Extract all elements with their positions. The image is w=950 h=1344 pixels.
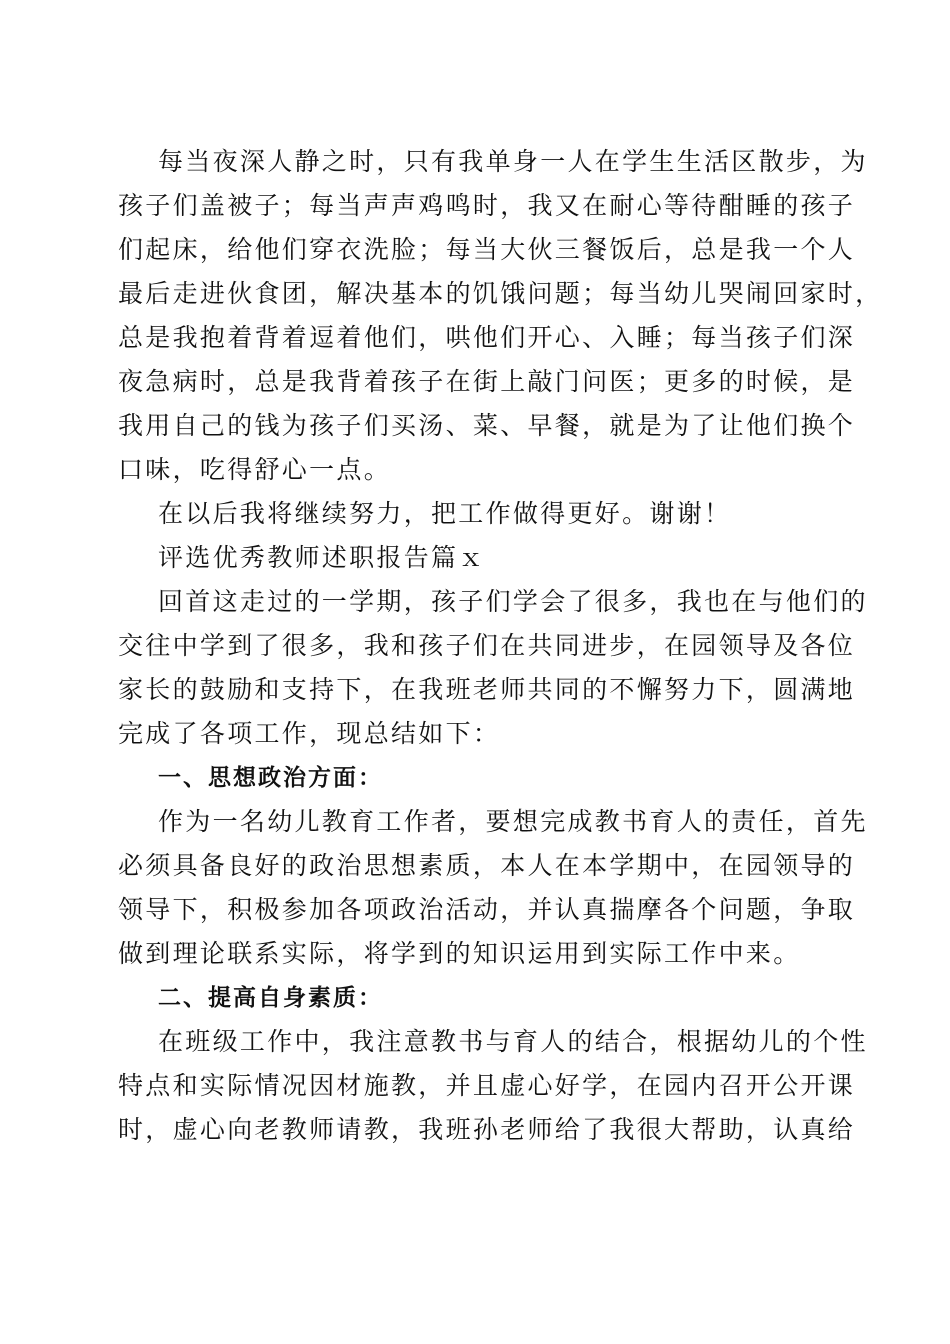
text-line: 交往中学到了很多，我和孩子们在共同进步，在园领导及各位 [118, 631, 856, 660]
text-line: 回首这走过的一学期，孩子们学会了很多，我也在与他们的 [158, 587, 868, 616]
text-line: 家长的鼓励和支持下，在我班老师共同的不懈努力下，圆满地 [118, 675, 856, 704]
text-line: 口味，吃得舒心一点。 [118, 455, 392, 484]
text-line: 时，虚心向老教师请教，我班孙老师给了我很大帮助，认真给 [118, 1115, 856, 1144]
paragraph-self-improvement [118, 1020, 868, 1152]
text-line: 总是我抱着背着逗着他们，哄他们开心、入睡；每当孩子们深 [118, 323, 856, 352]
heading-political-thought: 一、思想政治方面： [158, 765, 383, 791]
text-line: 必须具备良好的政治思想素质，本人在本学期中，在园领导的 [118, 851, 856, 880]
text-line: 夜急病时，总是我背着孩子在街上敲门问医；更多的时候，是 [118, 367, 856, 396]
paragraph-semester-review [118, 580, 868, 756]
text-line: 在班级工作中，我注意教书与育人的结合，根据幼儿的个性 [158, 1027, 868, 1056]
text-line: 我用自己的钱为孩子们买汤、菜、早餐，就是为了让他们换个 [118, 411, 856, 440]
heading-self-improvement: 二、提高自身素质： [158, 985, 383, 1011]
text-line: 做到理论联系实际，将学到的知识运用到实际工作中来。 [118, 939, 801, 968]
text-line: 作为一名幼儿教育工作者，要想完成教书育人的责任，首先 [158, 807, 868, 836]
paragraph-night-care [118, 140, 883, 492]
text-line: 最后走进伙食团，解决基本的饥饿问题；每当幼儿哭闹回家时， [118, 279, 883, 308]
text-line: 完成了各项工作，现总结如下： [118, 719, 501, 748]
text-line: 特点和实际情况因材施教，并且虚心好学，在园内召开公开课 [118, 1071, 856, 1100]
paragraph-political-thought [118, 800, 868, 976]
section-subtitle: 评选优秀教师述职报告篇ｘ [158, 543, 486, 572]
text-line: 孩子们盖被子；每当声声鸡鸣时，我又在耐心等待酣睡的孩子 [118, 191, 856, 220]
paragraph-closing-thanks: 在以后我将继续努力，把工作做得更好。谢谢！ [158, 499, 732, 528]
document-body [118, 140, 883, 1152]
text-line: 每当夜深人静之时，只有我单身一人在学生生活区散步，为 [158, 147, 868, 176]
text-line: 领导下，积极参加各项政治活动，并认真揣摩各个问题，争取 [118, 895, 856, 924]
text-line: 们起床，给他们穿衣洗脸；每当大伙三餐饭后，总是我一个人 [118, 235, 856, 264]
